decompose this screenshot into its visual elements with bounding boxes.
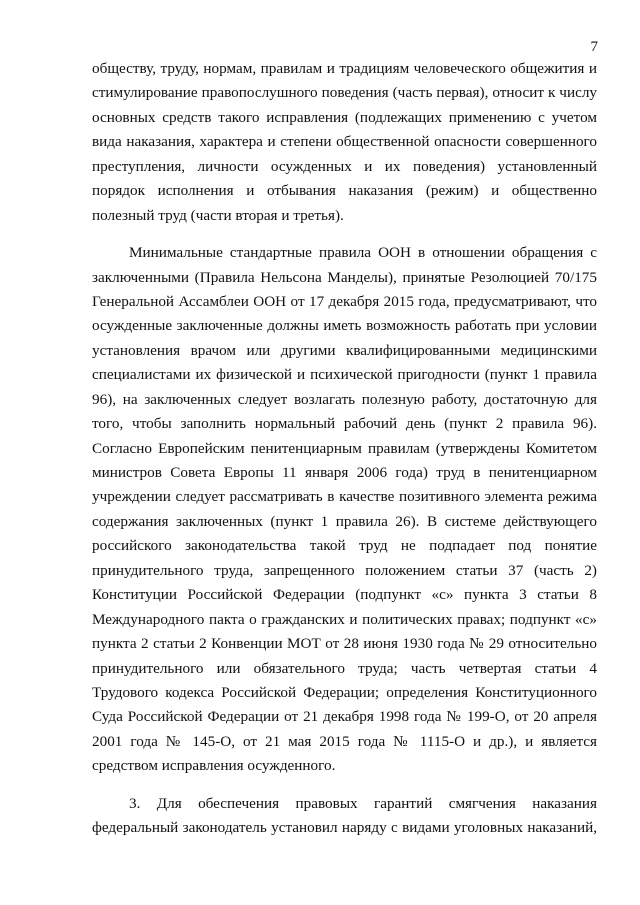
text-line: преступления, личности осужденных и их поведения) установленный [92, 157, 597, 175]
text-line: Международного пакта о гражданских и политических правах; подпункт «с» [92, 610, 597, 628]
text-line: стимулирование правопослушного поведения (часть первая), относит к числу [92, 84, 597, 102]
text-line: Конституции Российской Федерации (подпункт «с» пункта 3 статьи 8 [92, 586, 597, 604]
text-line: 3. Для обеспечения правовых гарантий смягчения наказания [129, 794, 597, 812]
text-line: учреждении следует рассматривать в качестве позитивного элемента режима [92, 488, 597, 506]
text-line: средством исправления осужденного. [92, 757, 336, 775]
text-line: федеральный законодатель установил наряду с видами уголовных наказаний, [92, 819, 597, 837]
page-number: 7 [590, 39, 598, 55]
text-line: Трудового кодекса Российской Федерации; определения Конституционного [92, 683, 597, 701]
text-line: Согласно Европейским пенитенциарным правилам (утверждены Комитетом [92, 439, 597, 457]
text-line: основных средств такого исправления (подлежащих применению с учетом [92, 108, 597, 126]
text-line: обществу, труду, нормам, правилам и традициям человеческого общежития и [92, 60, 597, 77]
text-line: российского законодательства такой труд не подпадает под понятие [92, 537, 597, 555]
text-line: Генеральной Ассамблеи ООН от 17 декабря 2015 года, предусматривают, что [92, 292, 597, 310]
paragraph-continuation [92, 57, 597, 228]
text-line: заключенными (Правила Нельсона Манделы), принятые Резолюцией 70/175 [92, 268, 597, 286]
text-line: вида наказания, характера и степени общественной опасности совершенного [92, 133, 597, 151]
paragraph-un-rules [92, 241, 597, 779]
text-line: принудительного труда, запрещенного положением статьи 37 (часть 2) [92, 561, 597, 579]
paragraph-3 [92, 792, 597, 841]
text-line: 2001 года № 145-О, от 21 мая 2015 года № 1115-О и др.), и является [92, 732, 597, 750]
text-line: специалистами их физической и психической пригодности (пункт 1 правила [92, 366, 597, 384]
text-line: осужденные заключенные должны иметь возможность работать при условии [92, 317, 597, 335]
text-line: министров Совета Европы 11 января 2006 года) труд в пенитенциарном [92, 464, 597, 481]
text-line: полезный труд (части вторая и третья). [92, 206, 344, 224]
text-line: порядок исполнения и отбывания наказания (режим) и общественно [92, 182, 597, 200]
text-line: Минимальные стандартные правила ООН в отношении обращения с [129, 244, 597, 262]
text-line: того, чтобы заполнить нормальный рабочий день (пункт 2 правила 96). [92, 415, 597, 433]
text-line: Суда Российской Федерации от 21 декабря 1998 года № 199-О, от 20 апреля [92, 708, 597, 726]
text-line: 96), на заключенных следует возлагать полезную работу, достаточную для [92, 390, 597, 408]
text-line: пункта 2 статьи 2 Конвенции МОТ от 28 июня 1930 года № 29 относительно [92, 635, 597, 653]
document-body [92, 57, 597, 841]
text-line: установления врачом или другими квалифицированными медицинскими [92, 341, 597, 359]
text-line: содержания заключенных (пункт 1 правила 26). В системе действующего [92, 512, 597, 530]
text-line: принудительного или обязательного труда; часть четвертая статьи 4 [92, 659, 597, 677]
